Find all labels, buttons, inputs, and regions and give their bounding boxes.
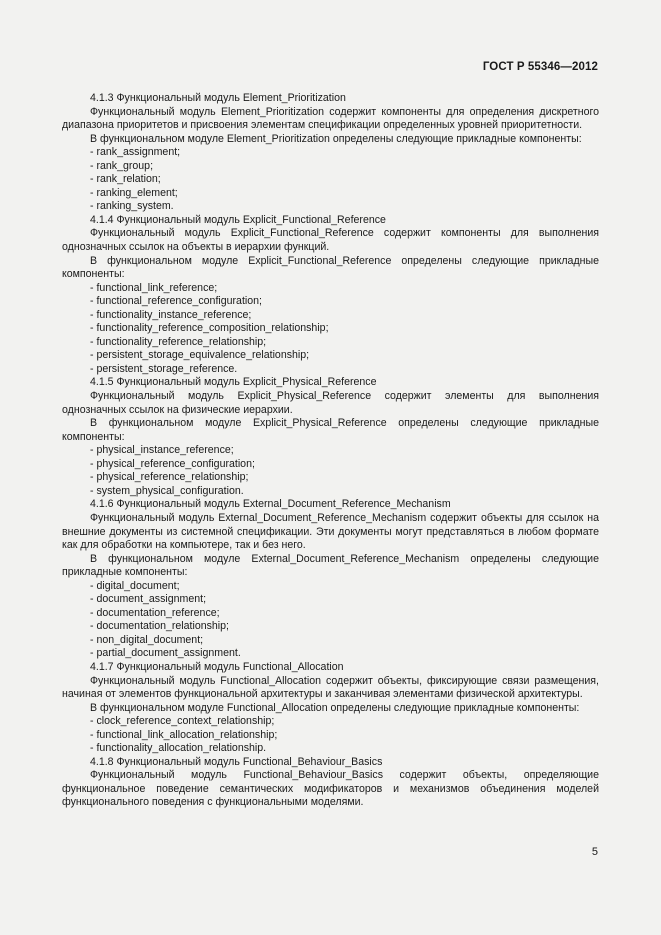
components-list <box>62 146 599 214</box>
section <box>62 498 599 661</box>
section-heading: 4.1.3 Функциональный модуль Element_Prioritization <box>90 92 346 104</box>
component-item: - physical_instance_reference; <box>62 444 599 458</box>
section <box>62 756 599 810</box>
component-item: - persistent_storage_equivalence_relationship; <box>62 349 599 363</box>
section <box>62 92 599 214</box>
component-item: - document_assignment; <box>62 593 599 607</box>
components-intro: В функциональном модуле Explicit_Functional_Reference определены следующие прикладные компоненты: <box>62 254 599 281</box>
components-intro: В функциональном модуле External_Document_Reference_Mechanism определены следующие прикладные компоненты: <box>62 552 599 579</box>
section <box>62 214 599 377</box>
components-list <box>62 444 599 498</box>
components-list <box>62 282 599 377</box>
component-item: - ranking_element; <box>62 187 599 201</box>
component-item: - documentation_relationship; <box>62 620 599 634</box>
component-item: - ranking_system. <box>62 200 599 214</box>
component-item: - rank_group; <box>62 160 599 174</box>
component-item: - rank_relation; <box>62 173 599 187</box>
section-description: Функциональный модуль Explicit_Physical_Reference содержит элементы для выполнения однозначных ссылок на физические иерархии. <box>62 390 599 416</box>
section-description: Функциональный модуль Element_Prioritization содержит компоненты для определения дискретного диапазона приоритетов и присвоения элементам спецификации определенных уровней приоритетности. <box>62 105 599 132</box>
component-item: - functionality_reference_relationship; <box>62 336 599 350</box>
component-item: - digital_document; <box>62 580 599 594</box>
component-item: - functionality_allocation_relationship. <box>62 742 599 756</box>
components-list <box>62 580 599 661</box>
section <box>62 661 599 756</box>
section-heading: 4.1.7 Функциональный модуль Functional_Allocation <box>90 660 344 673</box>
document-header: ГОСТ Р 55346—2012 <box>482 61 598 73</box>
page-number: 5 <box>591 846 598 858</box>
component-item: - system_physical_configuration. <box>62 485 599 499</box>
section-heading: 4.1.8 Функциональный модуль Functional_Behaviour_Basics <box>90 755 383 768</box>
component-item: - rank_assignment; <box>62 146 599 160</box>
section-description: Функциональный модуль Functional_Behaviour_Basics содержит объекты, определяющие функциональное поведение семантических модификаторов и механизмов объединения моделей функционального поведения с функциональными моделями. <box>62 769 599 809</box>
component-item: - non_digital_document; <box>62 634 599 648</box>
components-list <box>62 715 599 756</box>
component-item: - clock_reference_context_relationship; <box>62 715 599 729</box>
component-item: - physical_reference_configuration; <box>62 458 599 472</box>
component-item: - documentation_reference; <box>62 607 599 621</box>
component-item: - functional_link_allocation_relationship; <box>62 729 599 743</box>
component-item: - persistent_storage_reference. <box>62 363 599 377</box>
document-body <box>62 92 599 810</box>
components-intro: В функциональном модуле Explicit_Physical_Reference определены следующие прикладные компоненты: <box>62 417 599 443</box>
component-item: - functionality_reference_composition_relationship; <box>62 322 599 336</box>
section-description: Функциональный модуль Functional_Allocation содержит объекты, фиксирующие связи размещения, начиная от элементов функциональной архитектуры и заканчивая элементами физической архитектуры. <box>62 674 599 701</box>
section-heading: 4.1.4 Функциональный модуль Explicit_Functional_Reference <box>90 213 386 226</box>
components-intro: В функциональном модуле Functional_Allocation определены следующие прикладные компоненты: <box>90 701 580 714</box>
components-intro: В функциональном модуле Element_Prioritization определены следующие прикладные компоненты: <box>90 132 582 145</box>
component-item: - functional_link_reference; <box>62 282 599 296</box>
section-description: Функциональный модуль Explicit_Functional_Reference содержит компоненты для выполнения однозначных ссылок на объекты в иерархии функций. <box>62 227 599 254</box>
section-heading: 4.1.6 Функциональный модуль External_Document_Reference_Mechanism <box>90 498 451 511</box>
component-item: - functionality_instance_reference; <box>62 309 599 323</box>
component-item: - functional_reference_configuration; <box>62 295 599 309</box>
section-heading: 4.1.5 Функциональный модуль Explicit_Physical_Reference <box>90 376 377 389</box>
component-item: - physical_reference_relationship; <box>62 471 599 485</box>
component-item: - partial_document_assignment. <box>62 647 599 661</box>
section <box>62 376 599 498</box>
section-description: Функциональный модуль External_Document_Reference_Mechanism содержит объекты для ссылок на внешние документы из системной спецификации. Эти документы могут представляться в любом формате как для обработки на компьютере, так и без него. <box>62 511 599 552</box>
